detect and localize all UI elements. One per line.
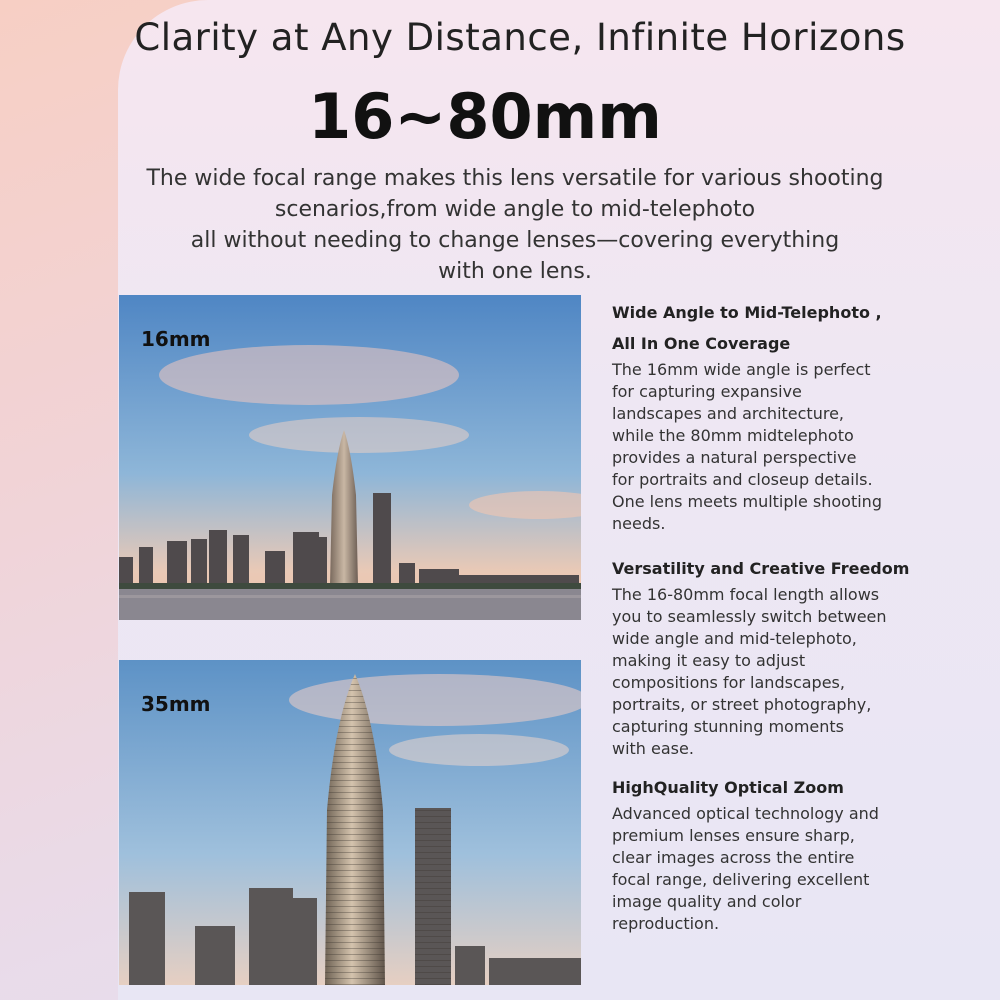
feature-body-line: The 16-80mm focal length allows — [612, 585, 880, 604]
page-headline: Clarity at Any Distance, Infinite Horizons — [134, 16, 906, 59]
feature-body-line: Advanced optical technology and — [612, 804, 879, 823]
feature-body-line: The 16mm wide angle is perfect — [612, 360, 871, 379]
feature-body — [612, 359, 912, 535]
feature-title-line: All In One Coverage — [612, 334, 791, 353]
feature-body-line: with ease. — [612, 739, 694, 758]
intro-line: scenarios,from wide angle to mid-telephoto — [274, 197, 756, 222]
feature-body-line: compositions for landscapes, — [612, 673, 845, 692]
feature-body-line: One lens meets multiple shooting — [612, 492, 882, 511]
feature-body-line: clear images across the entire — [612, 848, 855, 867]
feature-body-line: focal range, delivering excellent — [612, 870, 870, 889]
feature-body-line: wide angle and mid-telephoto, — [612, 629, 857, 648]
feature-title — [612, 772, 912, 803]
feature-body-line: portraits, or street photography, — [612, 695, 872, 714]
intro-line: all without needing to change lenses—covering everything — [190, 228, 840, 253]
feature-optical-zoom — [612, 772, 912, 935]
feature-title-line: Versatility and Creative Freedom — [612, 559, 910, 578]
feature-body-line: you to seamlessly switch between — [612, 607, 887, 626]
feature-body-line: provides a natural perspective — [612, 448, 857, 467]
feature-body-line: for portraits and closeup details. — [612, 470, 873, 489]
feature-title-line: Wide Angle to Mid-Telephoto , — [612, 303, 882, 322]
feature-body-line: premium lenses ensure sharp, — [612, 826, 855, 845]
feature-body-line: making it easy to adjust — [612, 651, 806, 670]
photo-16mm — [119, 295, 581, 620]
feature-body-line: for capturing expansive — [612, 382, 802, 401]
feature-body-line: landscapes and architecture, — [612, 404, 844, 423]
feature-body — [612, 803, 912, 935]
feature-body-line: capturing stunning moments — [612, 717, 844, 736]
feature-body-line: image quality and color — [612, 892, 802, 911]
photo-focal-label: 35mm — [141, 692, 211, 716]
photo-focal-label: 16mm — [141, 327, 211, 351]
feature-body-line: while the 80mm midtelephoto — [612, 426, 854, 445]
feature-body-line: reproduction. — [612, 914, 720, 933]
feature-body-line: needs. — [612, 514, 666, 533]
feature-body — [612, 584, 912, 760]
focal-range-title: 16~80mm — [308, 80, 662, 153]
feature-title-line: HighQuality Optical Zoom — [612, 778, 844, 797]
intro-text — [120, 163, 910, 287]
intro-line: with one lens. — [438, 259, 592, 284]
feature-title — [612, 297, 912, 359]
photo-35mm — [119, 660, 581, 985]
intro-line: The wide focal range makes this lens versatile for various shooting — [146, 166, 884, 191]
feature-title — [612, 553, 912, 584]
feature-all-in-one — [612, 297, 912, 535]
feature-versatility — [612, 553, 912, 760]
